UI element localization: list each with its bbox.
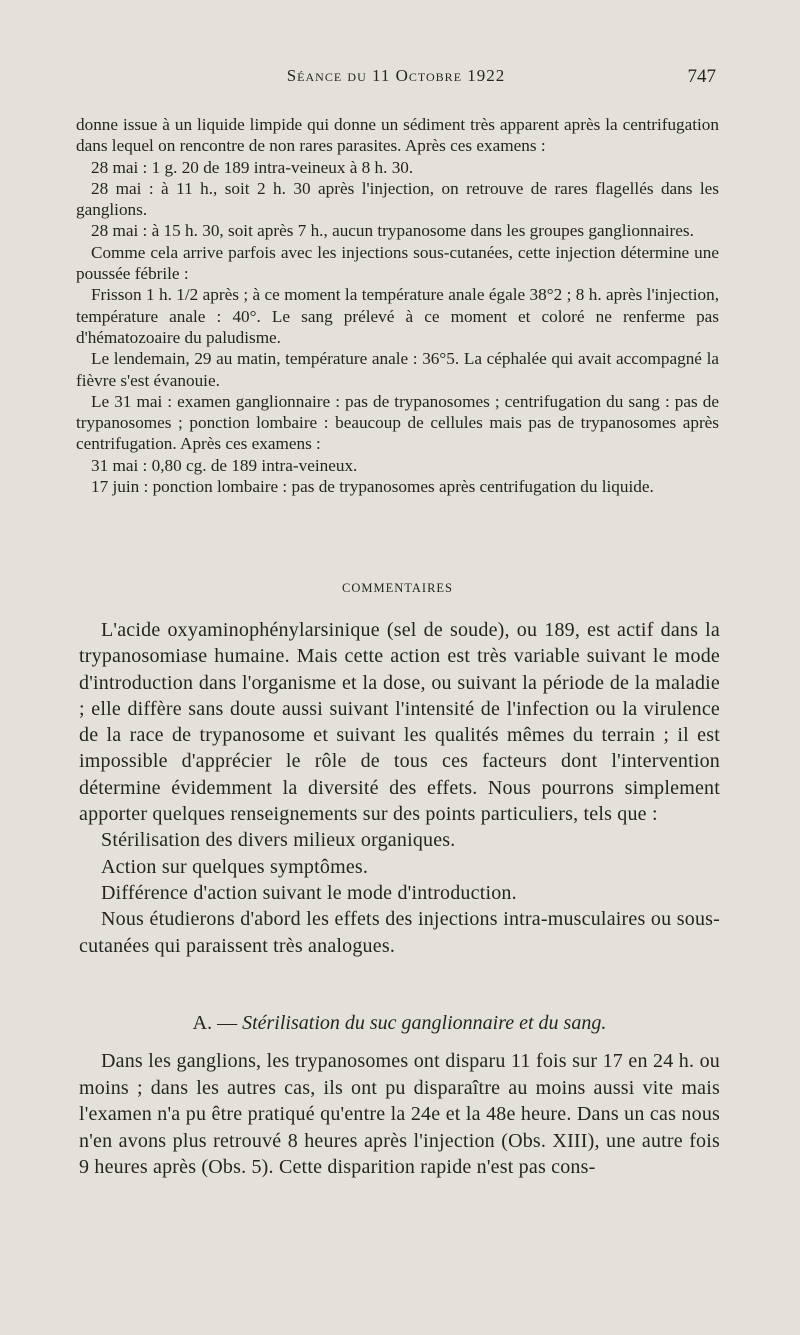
commentary-text	[79, 617, 720, 959]
list-item: Action sur quelques symptômes.	[101, 855, 369, 878]
list-item: Stérilisation des divers milieux organiques.	[101, 829, 456, 852]
paragraph: Frisson 1 h. 1/2 après ; à ce moment la température anale égale 38°2 ; 8 h. après l'injection, température anale : 40°. Le sang prélevé à ce moment et coloré ne renferme pas d'hématozoaire du paludisme.	[76, 285, 719, 347]
paragraph: Comme cela arrive parfois avec les injections sous-cutanées, cette injection détermine une poussée fébrile :	[76, 242, 719, 284]
page-number: 747	[687, 66, 716, 87]
paragraph: L'acide oxyaminophénylarsinique (sel de soude), ou 189, est actif dans la trypanosomiase humaine. Mais cette action est très variable suivant le mode d'introduction dans l'organisme et la dose, ou suivant la période de la maladie ; elle diffère sans doute aussi suivant l'intensité de l'infection ou la virulence de la race de trypanosome et suivant les qualités mêmes du terrain ; il est impossible d'apprécier le rôle de tous ces facteurs dont l'intervention détermine évidemment la diversité des effets. Nous pourrons simplement apporter quelques renseignements sur des points particuliers, tels que :	[79, 619, 720, 826]
paragraph: 17 juin : ponction lombaire : pas de trypanosomes après centrifugation du liquide.	[91, 477, 654, 497]
running-title: Séance du 11 Octobre 1922	[286, 66, 506, 85]
paragraph: Nous étudierons d'abord les effets des injections intra-musculaires ou sous-cutanées qui paraissent très analogues.	[79, 908, 720, 957]
paragraph: 28 mai : 1 g. 20 de 189 intra-veineux à 8 h. 30.	[91, 157, 414, 177]
paragraph: 31 mai : 0,80 cg. de 189 intra-veineux.	[91, 455, 358, 475]
page-header	[76, 66, 716, 94]
paragraph: donne issue à un liquide limpide qui donne un sédiment très apparent après la centrifugation dans lequel on rencontre de non rares parasites. Après ces examens :	[76, 115, 719, 156]
observation-text	[76, 114, 719, 497]
section-heading: COMMENTAIRES	[341, 581, 453, 595]
paragraph: 28 mai : à 11 h., soit 2 h. 30 après l'injection, on retrouve de rares flagellés dans les ganglions.	[76, 178, 719, 220]
paragraph: Le 31 mai : examen ganglionnaire : pas de trypanosomes ; centrifugation du sang : pas de trypanosomes ; ponction lombaire : beaucoup de cellules mais pas de trypanosomes après centrifugation. Après ces examens :	[76, 391, 719, 454]
subsection-label: A. —	[192, 1012, 243, 1034]
subsection-title: Stérilisation du suc ganglionnaire et du sang.	[242, 1012, 607, 1034]
subsection-heading	[79, 1012, 720, 1035]
paragraph: 28 mai : à 15 h. 30, soit après 7 h., aucun trypanosome dans les groupes ganglionnaires.	[91, 221, 694, 241]
paragraph: Dans les ganglions, les trypanosomes ont disparu 11 fois sur 17 en 24 h. ou moins ; dans les autres cas, ils ont pu disparaître au moins aussi vite mais l'examen n'a pu être pratiqué qu'entre la 24e et la 48e heure. Dans un cas nous n'en avons plus retrouvé 8 heures après l'injection (Obs. XIII), une autre fois 9 heures après (Obs. 5). Cette disparition rapide n'est pas cons-	[79, 1050, 720, 1178]
paragraph: Le lendemain, 29 au matin, température anale : 36°5. La céphalée qui avait accompagné la fièvre s'est évanouie.	[76, 349, 719, 390]
list-item: Différence d'action suivant le mode d'introduction.	[101, 881, 517, 904]
subsection-text	[79, 1048, 720, 1181]
